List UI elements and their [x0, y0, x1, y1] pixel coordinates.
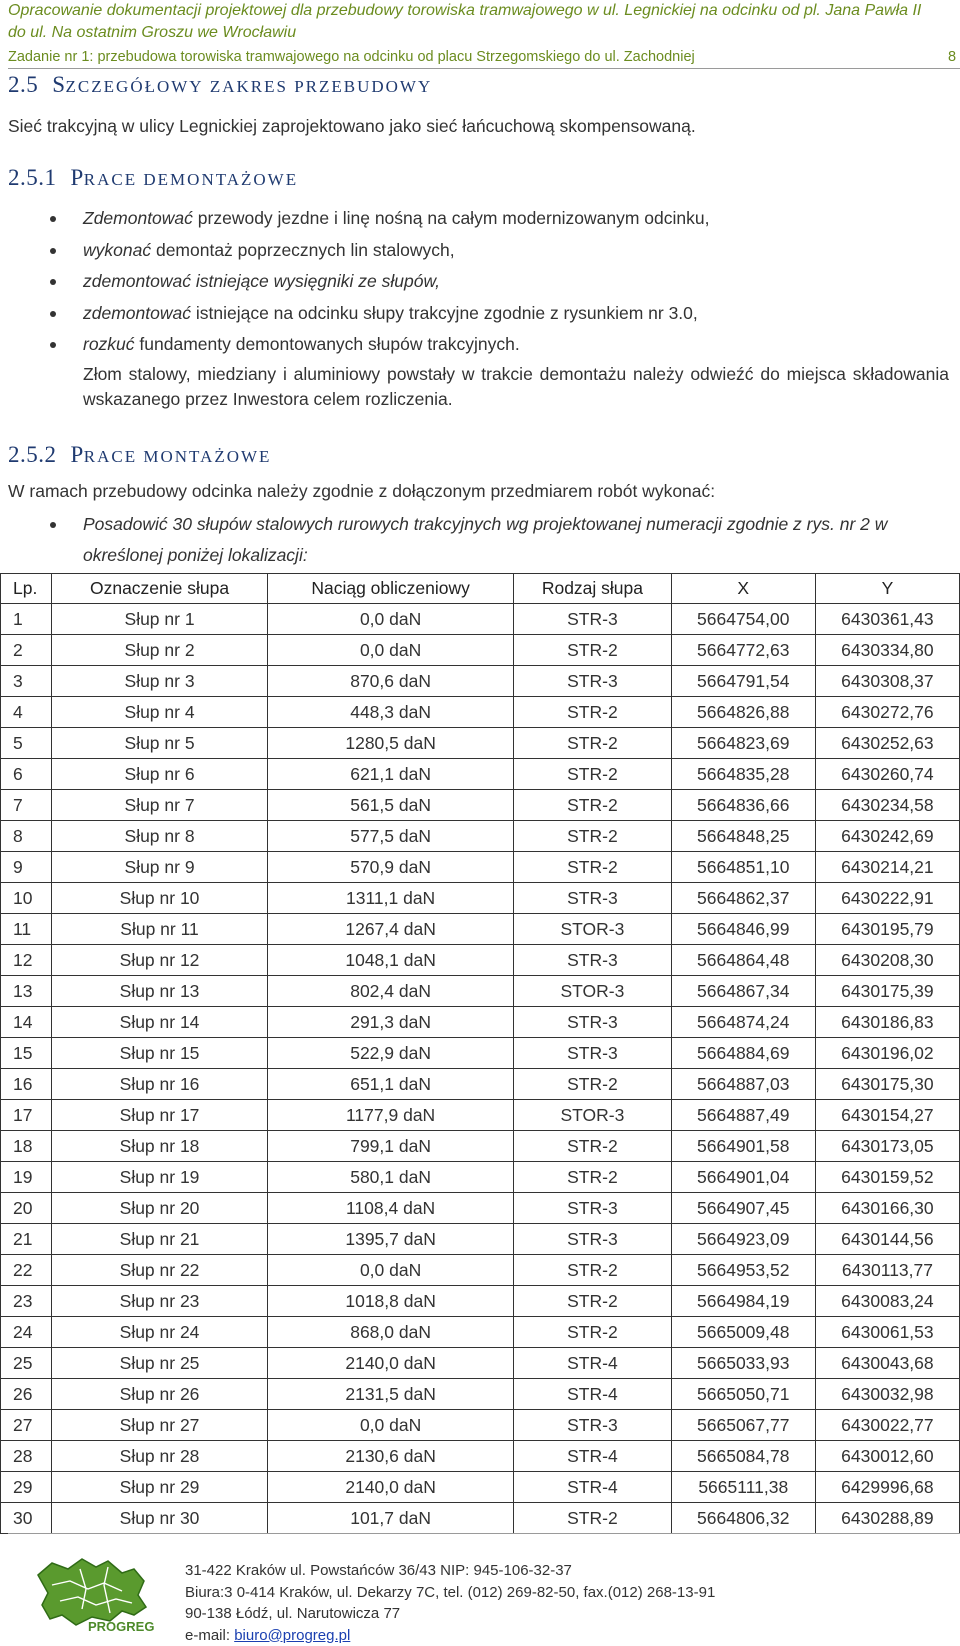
cell-y: 6430113,77 — [815, 1255, 959, 1286]
table-row — [1, 1410, 960, 1441]
cell-pole-type: STR-2 — [514, 635, 672, 666]
cell-x: 5664907,45 — [671, 1193, 815, 1224]
cell-tension: 1018,8 daN — [268, 1286, 514, 1317]
cell-pole-type: STR-2 — [514, 852, 672, 883]
subsection-title-initial: P — [71, 165, 84, 190]
cell-y: 6430083,24 — [815, 1286, 959, 1317]
cell-pole-id: Słup nr 5 — [52, 728, 268, 759]
table-row — [1, 914, 960, 945]
cell-lp: 13 — [1, 976, 52, 1007]
cell-tension: 1177,9 daN — [268, 1100, 514, 1131]
section-title-word1: ZCZEGÓŁOWY — [66, 77, 204, 96]
cell-pole-type: STR-3 — [514, 945, 672, 976]
cell-y: 6430195,79 — [815, 914, 959, 945]
company-address — [185, 1560, 715, 1646]
cell-y: 6430012,60 — [815, 1441, 959, 1472]
cell-lp: 18 — [1, 1131, 52, 1162]
cell-x: 5665050,71 — [671, 1379, 815, 1410]
section-title-rest: ZAKRES PRZEBUDOWY — [210, 77, 432, 96]
cell-tension: 1395,7 daN — [268, 1224, 514, 1255]
cell-x: 5664862,37 — [671, 883, 815, 914]
table-header-row — [1, 574, 960, 604]
cell-pole-id: Słup nr 14 — [52, 1007, 268, 1038]
cell-pole-id: Słup nr 2 — [52, 635, 268, 666]
cell-tension: 651,1 daN — [268, 1069, 514, 1100]
cell-x: 5664851,10 — [671, 852, 815, 883]
header-x: X — [671, 574, 815, 604]
cell-lp: 1 — [1, 604, 52, 635]
logo-wordmark: PROGREG — [88, 1619, 154, 1634]
cell-pole-type: STR-3 — [514, 1224, 672, 1255]
cell-pole-id: Słup nr 17 — [52, 1100, 268, 1131]
table-row — [1, 1286, 960, 1317]
table-row — [1, 1007, 960, 1038]
cell-x: 5664772,63 — [671, 635, 815, 666]
cell-y: 6430252,63 — [815, 728, 959, 759]
cell-pole-type: STR-2 — [514, 1069, 672, 1100]
header-pole-type: Rodzaj słupa — [514, 574, 672, 604]
cell-y: 6430214,21 — [815, 852, 959, 883]
cell-y: 6430308,37 — [815, 666, 959, 697]
cell-tension: 621,1 daN — [268, 759, 514, 790]
list-item: Zdemontować przewody jezdne i linę nośną na całym modernizowanym odcinku, — [8, 203, 948, 235]
cell-lp: 6 — [1, 759, 52, 790]
table-row — [1, 976, 960, 1007]
cell-pole-id: Słup nr 24 — [52, 1317, 268, 1348]
cell-lp: 10 — [1, 883, 52, 914]
assembly-list — [8, 509, 952, 571]
cell-y: 6430144,56 — [815, 1224, 959, 1255]
table-row — [1, 604, 960, 635]
cell-x: 5664901,58 — [671, 1131, 815, 1162]
cell-pole-id: Słup nr 7 — [52, 790, 268, 821]
cell-lp: 19 — [1, 1162, 52, 1193]
cell-pole-id: Słup nr 22 — [52, 1255, 268, 1286]
bullet-icon — [50, 279, 56, 285]
cell-x: 5665111,38 — [671, 1472, 815, 1503]
table-row — [1, 883, 960, 914]
cell-pole-type: STR-3 — [514, 1007, 672, 1038]
table-row — [1, 790, 960, 821]
cell-pole-type: STR-4 — [514, 1379, 672, 1410]
section-title-initial: S — [52, 72, 65, 97]
cell-pole-id: Słup nr 30 — [52, 1503, 268, 1534]
cell-x: 5664846,99 — [671, 914, 815, 945]
table-row — [1, 1131, 960, 1162]
address-line-2: Biura:3 0-414 Kraków, ul. Dekarzy 7C, tel. (012) 269-82-50, fax.(012) 268-13-91 — [185, 1582, 715, 1604]
cell-y: 6430361,43 — [815, 604, 959, 635]
cell-y: 6430260,74 — [815, 759, 959, 790]
cell-tension: 0,0 daN — [268, 635, 514, 666]
dismantling-list — [8, 203, 948, 361]
cell-lp: 5 — [1, 728, 52, 759]
cell-y: 6430288,89 — [815, 1503, 959, 1534]
table-row — [1, 666, 960, 697]
table-row — [1, 1441, 960, 1472]
cell-x: 5665033,93 — [671, 1348, 815, 1379]
cell-pole-id: Słup nr 15 — [52, 1038, 268, 1069]
table-row — [1, 1224, 960, 1255]
cell-pole-type: STR-2 — [514, 1255, 672, 1286]
table-row — [1, 1255, 960, 1286]
cell-lp: 2 — [1, 635, 52, 666]
table-row — [1, 759, 960, 790]
header-pole-id: Oznaczenie słupa — [52, 574, 268, 604]
page-number: 8 — [948, 49, 956, 65]
bullet-icon — [50, 522, 56, 528]
cell-tension: 2130,6 daN — [268, 1441, 514, 1472]
list-item: zdemontować istniejące na odcinku słupy trakcyjne zgodnie z rysunkiem nr 3.0, — [8, 298, 948, 330]
cell-lp: 21 — [1, 1224, 52, 1255]
table-row — [1, 1379, 960, 1410]
cell-y: 6430208,30 — [815, 945, 959, 976]
cell-tension: 1108,4 daN — [268, 1193, 514, 1224]
cell-y: 6430196,02 — [815, 1038, 959, 1069]
cell-lp: 14 — [1, 1007, 52, 1038]
cell-x: 5664887,49 — [671, 1100, 815, 1131]
header-y: Y — [815, 574, 959, 604]
cell-tension: 1311,1 daN — [268, 883, 514, 914]
cell-tension: 448,3 daN — [268, 697, 514, 728]
table-row — [1, 697, 960, 728]
cell-pole-id: Słup nr 26 — [52, 1379, 268, 1410]
cell-pole-id: Słup nr 12 — [52, 945, 268, 976]
cell-lp: 29 — [1, 1472, 52, 1503]
table-row — [1, 728, 960, 759]
cell-pole-type: STR-3 — [514, 666, 672, 697]
section-number: 2.5 — [8, 72, 38, 97]
cell-y: 6430154,27 — [815, 1100, 959, 1131]
subsection-title-rest: RACE DEMONTAŻOWE — [84, 170, 298, 189]
cell-pole-id: Słup nr 16 — [52, 1069, 268, 1100]
cell-lp: 27 — [1, 1410, 52, 1441]
cell-tension: 870,6 daN — [268, 666, 514, 697]
cell-pole-id: Słup nr 8 — [52, 821, 268, 852]
cell-y: 6430032,98 — [815, 1379, 959, 1410]
cell-x: 5664874,24 — [671, 1007, 815, 1038]
cell-tension: 101,7 daN — [268, 1503, 514, 1534]
cell-pole-type: STR-3 — [514, 1193, 672, 1224]
cell-y: 6430166,30 — [815, 1193, 959, 1224]
cell-y: 6430022,77 — [815, 1410, 959, 1441]
cell-lp: 3 — [1, 666, 52, 697]
table-row — [1, 1100, 960, 1131]
cell-pole-type: STR-4 — [514, 1348, 672, 1379]
cell-y: 6430173,05 — [815, 1131, 959, 1162]
cell-pole-type: STR-3 — [514, 883, 672, 914]
cell-tension: 799,1 daN — [268, 1131, 514, 1162]
bullet-icon — [50, 248, 56, 254]
cell-pole-id: Słup nr 4 — [52, 697, 268, 728]
cell-y: 6430061,53 — [815, 1317, 959, 1348]
cell-pole-id: Słup nr 25 — [52, 1348, 268, 1379]
cell-pole-id: Słup nr 19 — [52, 1162, 268, 1193]
cell-lp: 22 — [1, 1255, 52, 1286]
cell-tension: 2140,0 daN — [268, 1348, 514, 1379]
cell-tension: 1048,1 daN — [268, 945, 514, 976]
cell-pole-id: Słup nr 13 — [52, 976, 268, 1007]
cell-pole-type: STR-2 — [514, 821, 672, 852]
cell-x: 5664791,54 — [671, 666, 815, 697]
cell-x: 5664923,09 — [671, 1224, 815, 1255]
cell-x: 5664848,25 — [671, 821, 815, 852]
section-heading — [8, 72, 432, 98]
cell-y: 6430242,69 — [815, 821, 959, 852]
table-row — [1, 1503, 960, 1534]
cell-pole-type: STR-3 — [514, 1410, 672, 1441]
list-item: Posadowić 30 słupów stalowych rurowych trakcyjnych wg projektowanej numeracji zgodnie z rys. nr 2 w określonej poniżej lokalizacji: — [8, 509, 952, 571]
cell-pole-type: STR-4 — [514, 1472, 672, 1503]
cell-lp: 26 — [1, 1379, 52, 1410]
subsection-heading-assembly — [8, 442, 271, 468]
cell-lp: 4 — [1, 697, 52, 728]
cell-tension: 1267,4 daN — [268, 914, 514, 945]
cell-x: 5664887,03 — [671, 1069, 815, 1100]
cell-pole-id: Słup nr 20 — [52, 1193, 268, 1224]
cell-x: 5665067,77 — [671, 1410, 815, 1441]
table-row — [1, 1348, 960, 1379]
cell-x: 5664826,88 — [671, 697, 815, 728]
cell-lp: 30 — [1, 1503, 52, 1534]
cell-lp: 17 — [1, 1100, 52, 1131]
subsection-heading-dismantling — [8, 165, 298, 191]
address-line-1: 31-422 Kraków ul. Powstańców 36/43 NIP: 945-106-32-37 — [185, 1560, 715, 1582]
cell-lp: 20 — [1, 1193, 52, 1224]
cell-pole-type: STR-2 — [514, 759, 672, 790]
table-row — [1, 1317, 960, 1348]
cell-y: 6430175,30 — [815, 1069, 959, 1100]
header-divider — [8, 68, 960, 69]
cell-pole-type: STR-2 — [514, 1286, 672, 1317]
subsection-title-initial: P — [71, 442, 84, 467]
email-link[interactable]: biuro@progreg.pl — [234, 1627, 350, 1644]
cell-lp: 25 — [1, 1348, 52, 1379]
document-title: Opracowanie dokumentacji projektowej dla przebudowy torowiska tramwajowego w ul. Legnickiej na odcinku od pl. Jana Pawła II do ul. Na ostatnim Groszu we Wrocławiu — [8, 0, 928, 44]
table-body — [1, 604, 960, 1534]
assembly-intro: W ramach przebudowy odcinka należy zgodnie z dołączonym przedmiarem robót wykonać: — [8, 481, 715, 502]
cell-y: 6430159,52 — [815, 1162, 959, 1193]
cell-pole-type: STR-2 — [514, 1503, 672, 1534]
cell-pole-type: STOR-3 — [514, 976, 672, 1007]
table-row — [1, 1038, 960, 1069]
cell-tension: 2131,5 daN — [268, 1379, 514, 1410]
cell-pole-id: Słup nr 23 — [52, 1286, 268, 1317]
footer-divider — [8, 1533, 960, 1534]
cell-lp: 11 — [1, 914, 52, 945]
cell-pole-type: STR-3 — [514, 1038, 672, 1069]
list-item: zdemontować istniejące wysięgniki ze słupów, — [8, 266, 948, 298]
cell-x: 5664867,34 — [671, 976, 815, 1007]
cell-lp: 9 — [1, 852, 52, 883]
table-row — [1, 852, 960, 883]
poles-table — [0, 573, 960, 1534]
task-subtitle: Zadanie nr 1: przebudowa torowiska tramwajowego na odcinku od placu Strzegomskiego do ul. Zachodniej — [8, 49, 695, 65]
cell-tension: 291,3 daN — [268, 1007, 514, 1038]
cell-lp: 28 — [1, 1441, 52, 1472]
cell-pole-type: STR-2 — [514, 790, 672, 821]
cell-tension: 522,9 daN — [268, 1038, 514, 1069]
cell-lp: 7 — [1, 790, 52, 821]
cell-tension: 580,1 daN — [268, 1162, 514, 1193]
cell-lp: 12 — [1, 945, 52, 976]
table-row — [1, 1472, 960, 1503]
table-row — [1, 1193, 960, 1224]
cell-pole-id: Słup nr 3 — [52, 666, 268, 697]
cell-lp: 23 — [1, 1286, 52, 1317]
subsection-number: 2.5.1 — [8, 165, 57, 190]
cell-x: 5665009,48 — [671, 1317, 815, 1348]
header-tension: Naciąg obliczeniowy — [268, 574, 514, 604]
section-intro: Sieć trakcyjną w ulicy Legnickiej zaprojektowano jako sieć łańcuchową skompensowaną. — [8, 116, 696, 137]
cell-tension: 1280,5 daN — [268, 728, 514, 759]
list-item: rozkuć fundamenty demontowanych słupów trakcyjnych. — [8, 329, 948, 361]
cell-pole-id: Słup nr 21 — [52, 1224, 268, 1255]
cell-lp: 24 — [1, 1317, 52, 1348]
bullet-icon — [50, 216, 56, 222]
cell-pole-id: Słup nr 18 — [52, 1131, 268, 1162]
table-row — [1, 1069, 960, 1100]
cell-tension: 561,5 daN — [268, 790, 514, 821]
cell-pole-id: Słup nr 11 — [52, 914, 268, 945]
cell-x: 5664836,66 — [671, 790, 815, 821]
cell-x: 5664984,19 — [671, 1286, 815, 1317]
cell-pole-id: Słup nr 27 — [52, 1410, 268, 1441]
cell-pole-id: Słup nr 6 — [52, 759, 268, 790]
bullet-icon — [50, 311, 56, 317]
cell-pole-id: Słup nr 29 — [52, 1472, 268, 1503]
cell-pole-type: STR-2 — [514, 1162, 672, 1193]
cell-tension: 868,0 daN — [268, 1317, 514, 1348]
cell-pole-type: STOR-3 — [514, 914, 672, 945]
cell-y: 6430222,91 — [815, 883, 959, 914]
table-row — [1, 635, 960, 666]
cell-y: 6430234,58 — [815, 790, 959, 821]
cell-tension: 577,5 daN — [268, 821, 514, 852]
cell-x: 5664835,28 — [671, 759, 815, 790]
cell-pole-type: STR-4 — [514, 1441, 672, 1472]
cell-y: 6429996,68 — [815, 1472, 959, 1503]
table-row — [1, 945, 960, 976]
cell-lp: 15 — [1, 1038, 52, 1069]
cell-pole-type: STR-3 — [514, 604, 672, 635]
cell-lp: 16 — [1, 1069, 52, 1100]
cell-x: 5664823,69 — [671, 728, 815, 759]
header-lp: Lp. — [1, 574, 52, 604]
cell-x: 5664884,69 — [671, 1038, 815, 1069]
cell-y: 6430175,39 — [815, 976, 959, 1007]
cell-pole-id: Słup nr 9 — [52, 852, 268, 883]
cell-tension: 2140,0 daN — [268, 1472, 514, 1503]
cell-tension: 802,4 daN — [268, 976, 514, 1007]
cell-y: 6430272,76 — [815, 697, 959, 728]
cell-pole-id: Słup nr 28 — [52, 1441, 268, 1472]
cell-y: 6430334,80 — [815, 635, 959, 666]
email-line: e-mail: biuro@progreg.pl — [185, 1625, 715, 1646]
cell-x: 5665084,78 — [671, 1441, 815, 1472]
list-item: wykonać demontaż poprzecznych lin stalowych, — [8, 235, 948, 267]
cell-x: 5664806,32 — [671, 1503, 815, 1534]
cell-pole-type: STR-2 — [514, 697, 672, 728]
cell-pole-type: STR-2 — [514, 1131, 672, 1162]
cell-tension: 0,0 daN — [268, 1255, 514, 1286]
cell-x: 5664864,48 — [671, 945, 815, 976]
subsection-title-rest: RACE MONTAŻOWE — [84, 447, 272, 466]
cell-pole-type: STOR-3 — [514, 1100, 672, 1131]
cell-x: 5664754,00 — [671, 604, 815, 635]
cell-pole-type: STR-2 — [514, 1317, 672, 1348]
cell-x: 5664953,52 — [671, 1255, 815, 1286]
cell-pole-id: Słup nr 10 — [52, 883, 268, 914]
bullet-icon — [50, 342, 56, 348]
scrap-note: Złom stalowy, miedziany i aluminiowy powstały w trakcie demontażu należy odwieźć do miejsca składowania wskazanego przez Inwestora celem rozliczenia. — [83, 362, 949, 412]
table-row — [1, 821, 960, 852]
cell-tension: 0,0 daN — [268, 1410, 514, 1441]
cell-lp: 8 — [1, 821, 52, 852]
cell-y: 6430186,83 — [815, 1007, 959, 1038]
cell-x: 5664901,04 — [671, 1162, 815, 1193]
cell-y: 6430043,68 — [815, 1348, 959, 1379]
address-line-3: 90-138 Łódź, ul. Narutowicza 77 — [185, 1603, 715, 1625]
table-row — [1, 1162, 960, 1193]
cell-pole-type: STR-2 — [514, 728, 672, 759]
cell-tension: 0,0 daN — [268, 604, 514, 635]
cell-tension: 570,9 daN — [268, 852, 514, 883]
cell-pole-id: Słup nr 1 — [52, 604, 268, 635]
subsection-number: 2.5.2 — [8, 442, 57, 467]
